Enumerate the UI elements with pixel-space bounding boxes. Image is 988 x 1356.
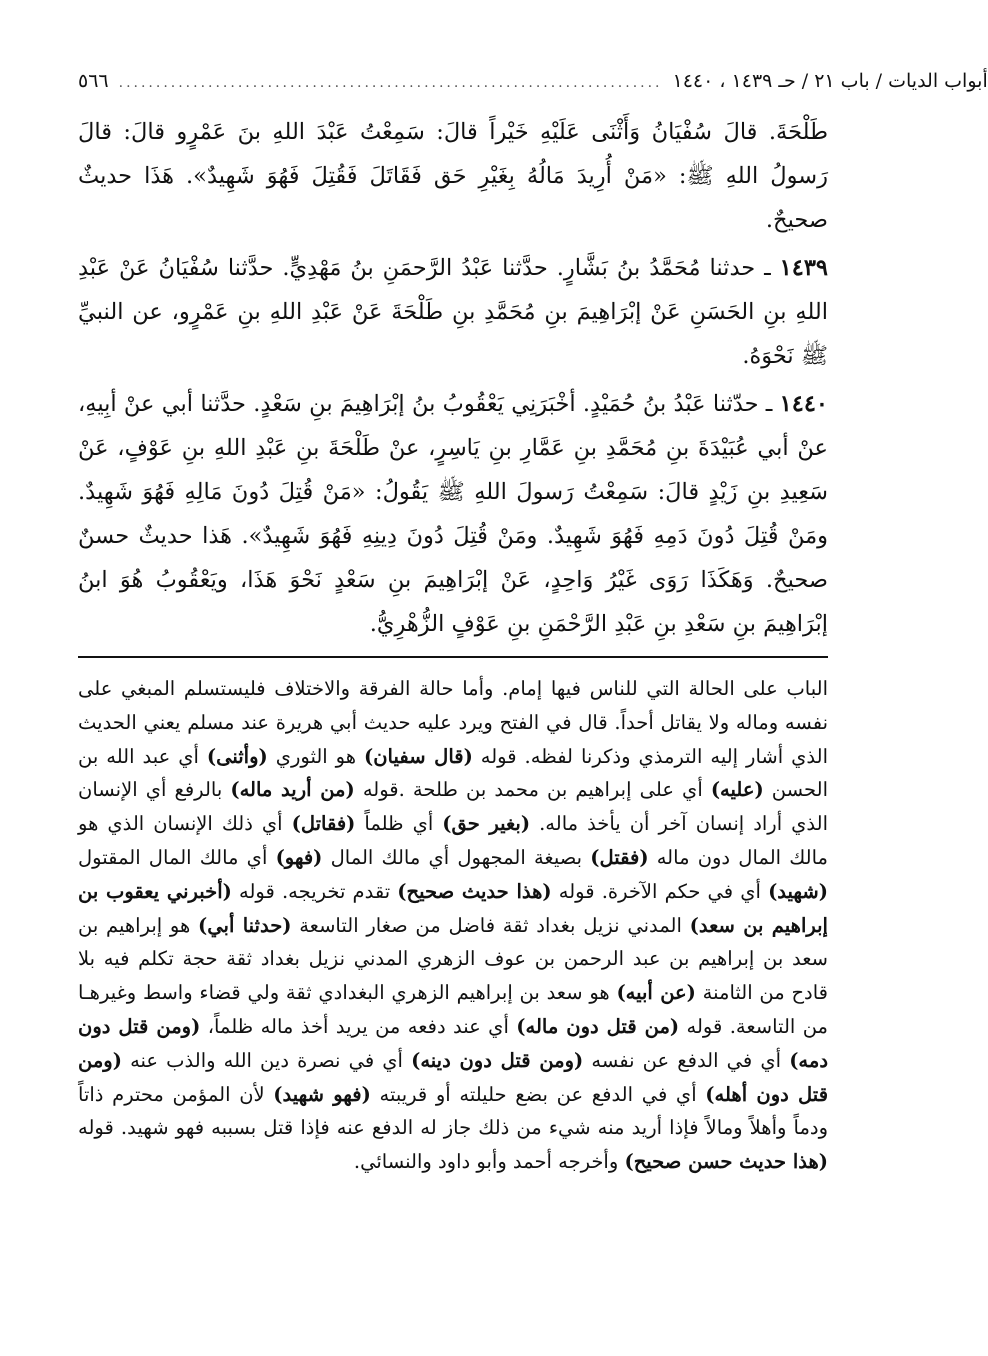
commentary-text: أي في الدفع عن بضع حليلته أو قريبته [370,1082,706,1106]
commentary-lemma: (فهو شهيد) [273,1082,371,1106]
commentary-lemma: (ومن قتل دون أهله) [78,1048,829,1106]
commentary-section [78,672,828,1179]
commentary-lemma: (فقاتل) [291,812,356,836]
commentary-lemma: (من قتل دون ماله) [516,1014,680,1038]
commentary-lemma: (ومن قتل دون دمه) [78,1014,828,1072]
commentary-text: بالرفع أي الإنسان الذي أراد إنسان آخر أن يأخذ ماله. [78,778,828,836]
commentary-text: أي عند دفعه من يريد أخذ ماله ظلماً، [200,1014,517,1038]
commentary-lemma: (حدثنا أبي) [198,913,292,937]
hadith-body: ـ حدثنا مُحَمَّدُ بنُ بَشَّارٍ. حدَّثنا عَبْدُ الرَّحمَنِ بنُ مَهْدِيٍّ. حدَّثنا سُفْيَانُ عَنْ عَبْدِ اللهِ بنِ الحَسَنِ عَنْ إبْرَاهِيمَ بنِ مُحَمَّدِ بنِ طَلْحَةَ عَنْ عَبْدِ اللهِ بنِ عَمْرٍو، عن النبيِّ ﷺ نَحْوَهُ. [78,255,828,369]
commentary-lemma: (من أريد ماله) [230,778,355,802]
commentary-text: أي في حكم الآخرة. قوله [551,879,769,903]
commentary-text: هو إبراهيم بن سعد بن إبراهيم بن عبد الرحمن بن عوف الزهري المدني نزيل بغداد ثقة حجة تكلم فيه بلا قادح من الثامنة [78,913,829,1005]
commentary-lemma: (وأثنى) [206,744,268,768]
commentary-lemma: (عليه) [710,778,764,802]
commentary-text: هو سعد بن إبراهيم الزهري البغدادي ثقة ولي قضاء واسط وغيرهـا من التاسعة. قوله [78,981,828,1038]
commentary-lemma: (فقتل) [590,845,649,869]
hadith-body: ـ حدّثنا عَبْدُ بنُ حُمَيْدٍ. أخْبَرَنِي يَعْقُوبُ بنُ إبْرَاهِيمَ بنِ سَعْدٍ. حدَّثنا أبي عنْ أبِيهِ، عنْ أبي عُبَيْدَةَ بنِ مُحَمَّدِ بنِ عَمَّارِ بنِ يَاسِرٍ، عنْ طَلْحَةَ بنِ عَبْدِ اللهِ بنِ عَوْفٍ، عَنْ سَعِيدِ بنِ زَيْدٍ قالَ: سَمِعْتُ رَسولَ اللهِ ﷺ يَقُولُ: «مَنْ قُتِلَ دُونَ مَالِهِ فَهُوَ شَهِيدٌ. ومَنْ قُتِلَ دُونَ دَمِهِ فَهُوَ شَهِيدٌ. ومَنْ قُتِلَ دُونَ دِينِهِ فَهُوَ شَهِيدٌ». هَذا حديثٌ حسنٌ صحيحٌ. وَهَكَذَا رَوَى غَيْرُ وَاحِدٍ، عَنْ إبْرَاهِيمَ بنِ سَعْدٍ نَحْوَ هَذَا، ويَعْقُوبُ هُوَ ابنُ إبْرَاهِيمَ بنِ سَعْدِ بنِ عَبْدِ الرَّحْمَنِ بنِ عَوْفٍ الزُّهْرِيُّ. [78,391,828,637]
commentary-lemma: (عن أبيه) [616,981,696,1005]
commentary-text: بصيغة المجهول أي مالك المال [322,845,591,869]
commentary-lemma: (بغير حق) [442,812,531,836]
commentary-lemma: (أخبرني يعقوب بن إبراهيم بن سعد) [78,879,828,937]
running-head [78,70,988,104]
commentary-text: أي ظلماً [355,812,443,836]
commentary-lemma: (قال سفيان) [364,744,473,768]
running-head-title: أبواب الديات / باب ٢١ / حـ ١٤٣٩ ، ١٤٤٠ [672,70,988,92]
commentary-text: أي على إبراهيم بن محمد بن طلحة .قوله [354,778,711,802]
hadith-number: ١٤٣٩ [779,255,828,281]
commentary-text: لأن المؤمن محترم ذاتاً ودماً وأهلاً ومالاً فإذا أريد منه شيء من ذلك جاز له الدفع عنه فإذا قتل بسببه فهو شهيد. قوله [78,1082,828,1140]
hadith-paragraph [78,246,828,378]
commentary-text: هو الثوري [267,744,365,768]
commentary-text: وأخرجه أحمد وأبو داود والنسائي. [353,1150,625,1174]
hadith-body: طَلْحَةَ. قالَ سُفْيَانُ وَأَثْنَى عَلَيْهِ خَيْراً قالَ: سَمِعْتُ عَبْدَ اللهِ بنَ عَمْرٍو قالَ: قالَ رَسولُ اللهِ ﷺ: «مَنْ أُرِيدَ مَالُهُ بِغَيْرِ حَق فَقَاتَلَ فَقُتِلَ فَهُوَ شَهِيدٌ». هَذَا حديثٌ صحيحٌ. [78,119,828,233]
commentary-text: تقدم تخريجه. قوله [231,879,398,903]
hadith-text [78,110,828,646]
commentary-text: أي في الدفع عن نفسه [583,1048,790,1072]
hadith-paragraph [78,382,828,646]
hadith-number: ١٤٤٠ [779,391,828,417]
commentary-lemma: (هذا حديث صحيح) [397,879,552,903]
commentary-lemma: (شهيد) [768,879,828,903]
commentary-paragraph [78,672,828,1179]
commentary-lemma: (فهو) [275,845,323,869]
commentary-text: الباب على الحالة التي للناس فيها إمام. وأما حالة الفرقة والاختلاف فليستسلم المبغي على نفسه وماله ولا يقاتل أحداً. قال في الفتح ويرد عليه حديث أبي هريرة عند مسلم يعني الحديث الذي أشار إليه الترمذي وذكرنا لفظه. قوله [78,677,828,768]
commentary-lemma: (ومن قتل دون دينه) [411,1048,584,1072]
commentary-text: أي عبد الله بن الحسن [78,744,828,802]
section-divider [78,656,828,658]
commentary-text: أي في نصرة دين الله والذب عنه [121,1048,412,1072]
hadith-paragraph [78,110,828,242]
leader-dots: ......................................................................... [118,75,663,91]
commentary-text: المدني نزيل بغداد ثقة فاضل من صغار التاسعة [291,913,690,937]
commentary-text: أي مالك المال المقتول [78,845,276,869]
page-number: ٥٦٦ [78,70,109,92]
commentary-text: أي ذلك الإنسان الذي هو مالك المال دون ماله [78,812,828,869]
commentary-lemma: (هذا حديث حسن صحيح) [624,1150,828,1174]
